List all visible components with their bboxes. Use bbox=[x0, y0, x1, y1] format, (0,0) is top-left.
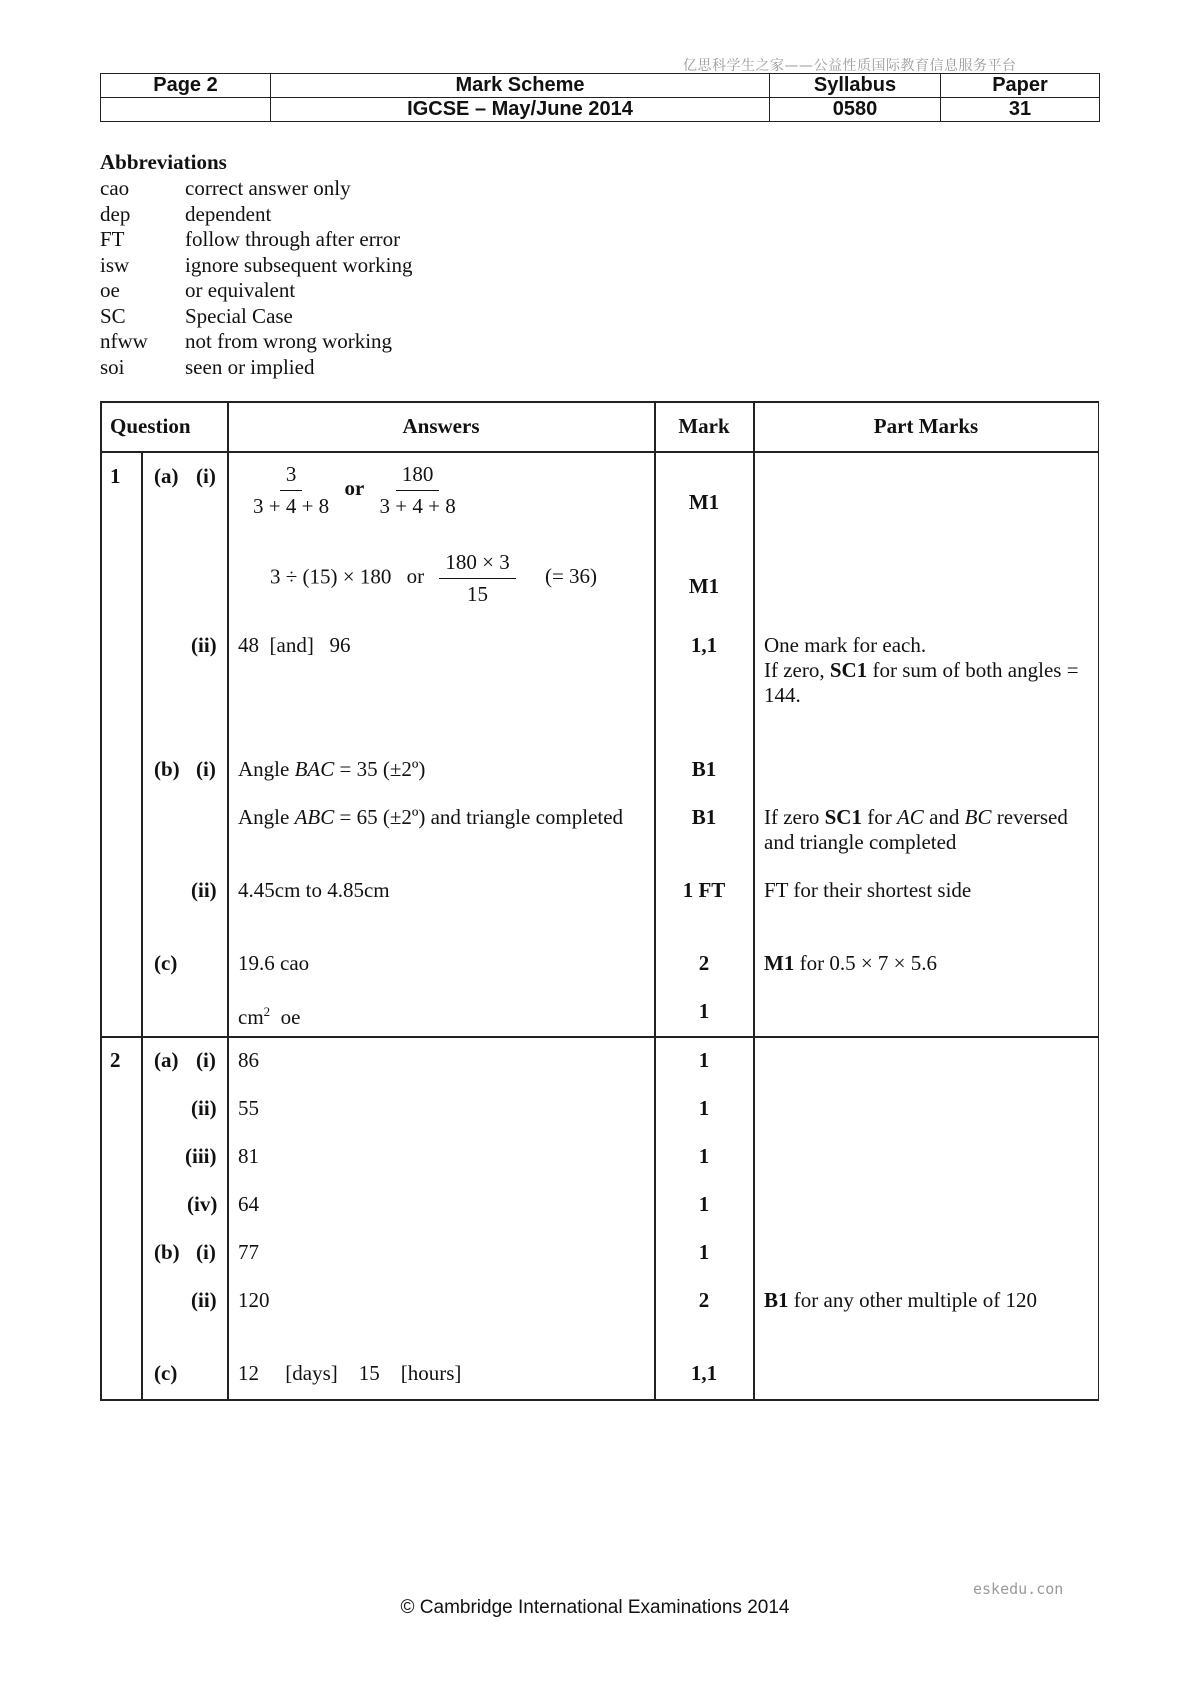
q1-a-ii: (ii) bbox=[191, 633, 217, 657]
q1-a-i-mark-2: M1 bbox=[688, 574, 720, 598]
abbreviation-item: soi seen or implied bbox=[100, 354, 315, 379]
q2-a-mark: 1 bbox=[698, 1144, 710, 1168]
table-border-right bbox=[1098, 401, 1100, 1400]
q2-b-ii-mark: 2 bbox=[698, 1288, 710, 1312]
q2-a-answer: 55 bbox=[238, 1096, 259, 1120]
header-table bbox=[100, 73, 1100, 122]
q2-b-ii-part-marks: B1 for any other multiple of 120 bbox=[764, 1288, 1037, 1312]
q2-a-part-label: (ii) bbox=[191, 1096, 217, 1120]
watermark-bottom: eskedu.con bbox=[973, 1580, 1064, 1598]
header-page: Page 2 bbox=[101, 74, 271, 98]
q2-a-part-label: (i) bbox=[196, 1048, 216, 1072]
q2-c-answer: 12 [days] 15 [hours] bbox=[238, 1361, 462, 1385]
q2-c-mark: 1,1 bbox=[690, 1361, 718, 1385]
q1-number: 1 bbox=[110, 464, 121, 488]
fraction: $\frac{180}{3 + 4 + 8}$ bbox=[379, 462, 456, 518]
abbreviation-item: cao correct answer only bbox=[100, 176, 351, 200]
q1-b-i-mark-2: B1 bbox=[691, 805, 717, 829]
abbreviations-title: Abbreviations bbox=[100, 150, 227, 174]
q2-a-answer: 81 bbox=[238, 1144, 259, 1168]
header-exam: IGCSE – May/June 2014 bbox=[271, 98, 770, 122]
q2-part-b: (b) bbox=[154, 1240, 180, 1264]
table-divider-partmarks bbox=[753, 401, 755, 1400]
header-mark: Mark bbox=[678, 414, 730, 438]
q1-b-i-answer-1: Angle BAC = 35 (±2º) bbox=[238, 757, 426, 781]
q2-b-i-answer: 77 bbox=[238, 1240, 259, 1264]
fraction: $\frac{3}{3 + 4 + 8}$ bbox=[253, 462, 330, 518]
q2-a-mark: 1 bbox=[698, 1192, 710, 1216]
header-paper-label: Paper bbox=[941, 74, 1100, 98]
table-divider-question bbox=[141, 451, 143, 1400]
table-border-top bbox=[100, 401, 1099, 403]
q1-c-unit-mark: 1 bbox=[698, 999, 710, 1023]
header-paper: 31 bbox=[941, 98, 1100, 122]
q1-b-i: (i) bbox=[196, 757, 216, 781]
q1-a-ii-part-marks: One mark for each. If zero, SC1 for sum of both angles = 144. bbox=[764, 633, 1079, 707]
header-question: Question bbox=[110, 414, 191, 438]
fraction: $\frac{180 \times 3}{15}$ bbox=[439, 550, 515, 607]
q1-a-ii-mark: 1,1 bbox=[690, 633, 718, 657]
abbreviation-item: dep dependent bbox=[100, 201, 272, 226]
abbreviation-item: FT follow through after error bbox=[100, 227, 401, 251]
q2-part-c: (c) bbox=[154, 1361, 178, 1385]
header-scheme: Mark Scheme bbox=[271, 74, 770, 98]
q1-a-i-answer-fractions: $\frac{3}{3 + 4 + 8}$ or $\frac{180}{3 + 4 + 8}$ bbox=[247, 462, 462, 519]
header-empty bbox=[101, 98, 271, 122]
header-answers: Answers bbox=[402, 414, 480, 438]
q2-a-part-label: (iv) bbox=[187, 1192, 218, 1216]
table-border-header bbox=[100, 451, 1099, 453]
q1-part-c: (c) bbox=[154, 951, 178, 975]
q1-a-i-mark-1: M1 bbox=[688, 490, 720, 514]
q1-a-i-alt-answer: 3 ÷ (15) × 180 or $\frac{180 \times 3}{15}$ (= 36) bbox=[270, 550, 598, 606]
q1-b-ii-part-marks: FT for their shortest side bbox=[764, 878, 972, 902]
q1-b-ii: (ii) bbox=[191, 878, 217, 902]
table-border-bottom bbox=[100, 1399, 1099, 1401]
watermark-top: 亿思科学生之家——公益性质国际教育信息服务平台 bbox=[683, 58, 1017, 74]
q2-b-i: (i) bbox=[196, 1240, 216, 1264]
abbreviation-item: isw ignore subsequent working bbox=[100, 252, 413, 277]
q1-b-ii-answer: 4.45cm to 4.85cm bbox=[238, 878, 390, 902]
table-border-q-divider bbox=[100, 1036, 1099, 1038]
q1-b-i-part-marks: If zero SC1 for AC and BC reversed and triangle completed bbox=[764, 805, 1068, 854]
q2-number: 2 bbox=[110, 1048, 121, 1072]
abbreviation-item: oe or equivalent bbox=[100, 278, 296, 302]
q1-part-b: (b) bbox=[154, 757, 180, 781]
q1-c-mark: 2 bbox=[698, 951, 710, 975]
q2-b-ii-answer: 120 bbox=[238, 1288, 270, 1312]
table-divider-answers bbox=[227, 401, 229, 1400]
q1-c-part-marks: M1 for 0.5 × 7 × 5.6 bbox=[764, 951, 938, 975]
footer-copyright: © Cambridge International Examinations 2014 bbox=[400, 1597, 790, 1618]
q1-b-ii-mark: 1 FT bbox=[682, 878, 726, 902]
q1-c-answer: 19.6 cao bbox=[238, 951, 310, 975]
q1-a-i: (i) bbox=[196, 464, 216, 488]
header-syllabus-label: Syllabus bbox=[770, 74, 941, 98]
q2-b-ii: (ii) bbox=[191, 1288, 217, 1312]
abbreviation-item: SC Special Case bbox=[100, 303, 293, 328]
q2-a-mark: 1 bbox=[698, 1048, 710, 1072]
q1-b-i-answer-2: Angle ABC = 65 (±2º) and triangle completed bbox=[238, 805, 624, 829]
abbreviations-list bbox=[100, 176, 412, 380]
q1-c-unit-answer: $cm^2$ oe bbox=[238, 1004, 301, 1029]
q2-a-answer: 64 bbox=[238, 1192, 259, 1216]
q2-a-mark: 1 bbox=[698, 1096, 710, 1120]
header-syllabus: 0580 bbox=[770, 98, 941, 122]
q2-b-i-mark: 1 bbox=[698, 1240, 710, 1264]
q2-a-part-label: (iii) bbox=[185, 1144, 217, 1168]
q1-part-a: (a) bbox=[154, 464, 179, 488]
q1-b-i-mark-1: B1 bbox=[691, 757, 717, 781]
q2-part-a: (a) bbox=[154, 1048, 179, 1072]
header-part-marks: Part Marks bbox=[873, 414, 979, 438]
q2-a-answer: 86 bbox=[238, 1048, 259, 1072]
table-border-left bbox=[100, 401, 102, 1400]
abbreviation-item: nfww not from wrong working bbox=[100, 329, 393, 353]
q1-a-ii-answer: 48 [and] 96 bbox=[238, 633, 351, 657]
